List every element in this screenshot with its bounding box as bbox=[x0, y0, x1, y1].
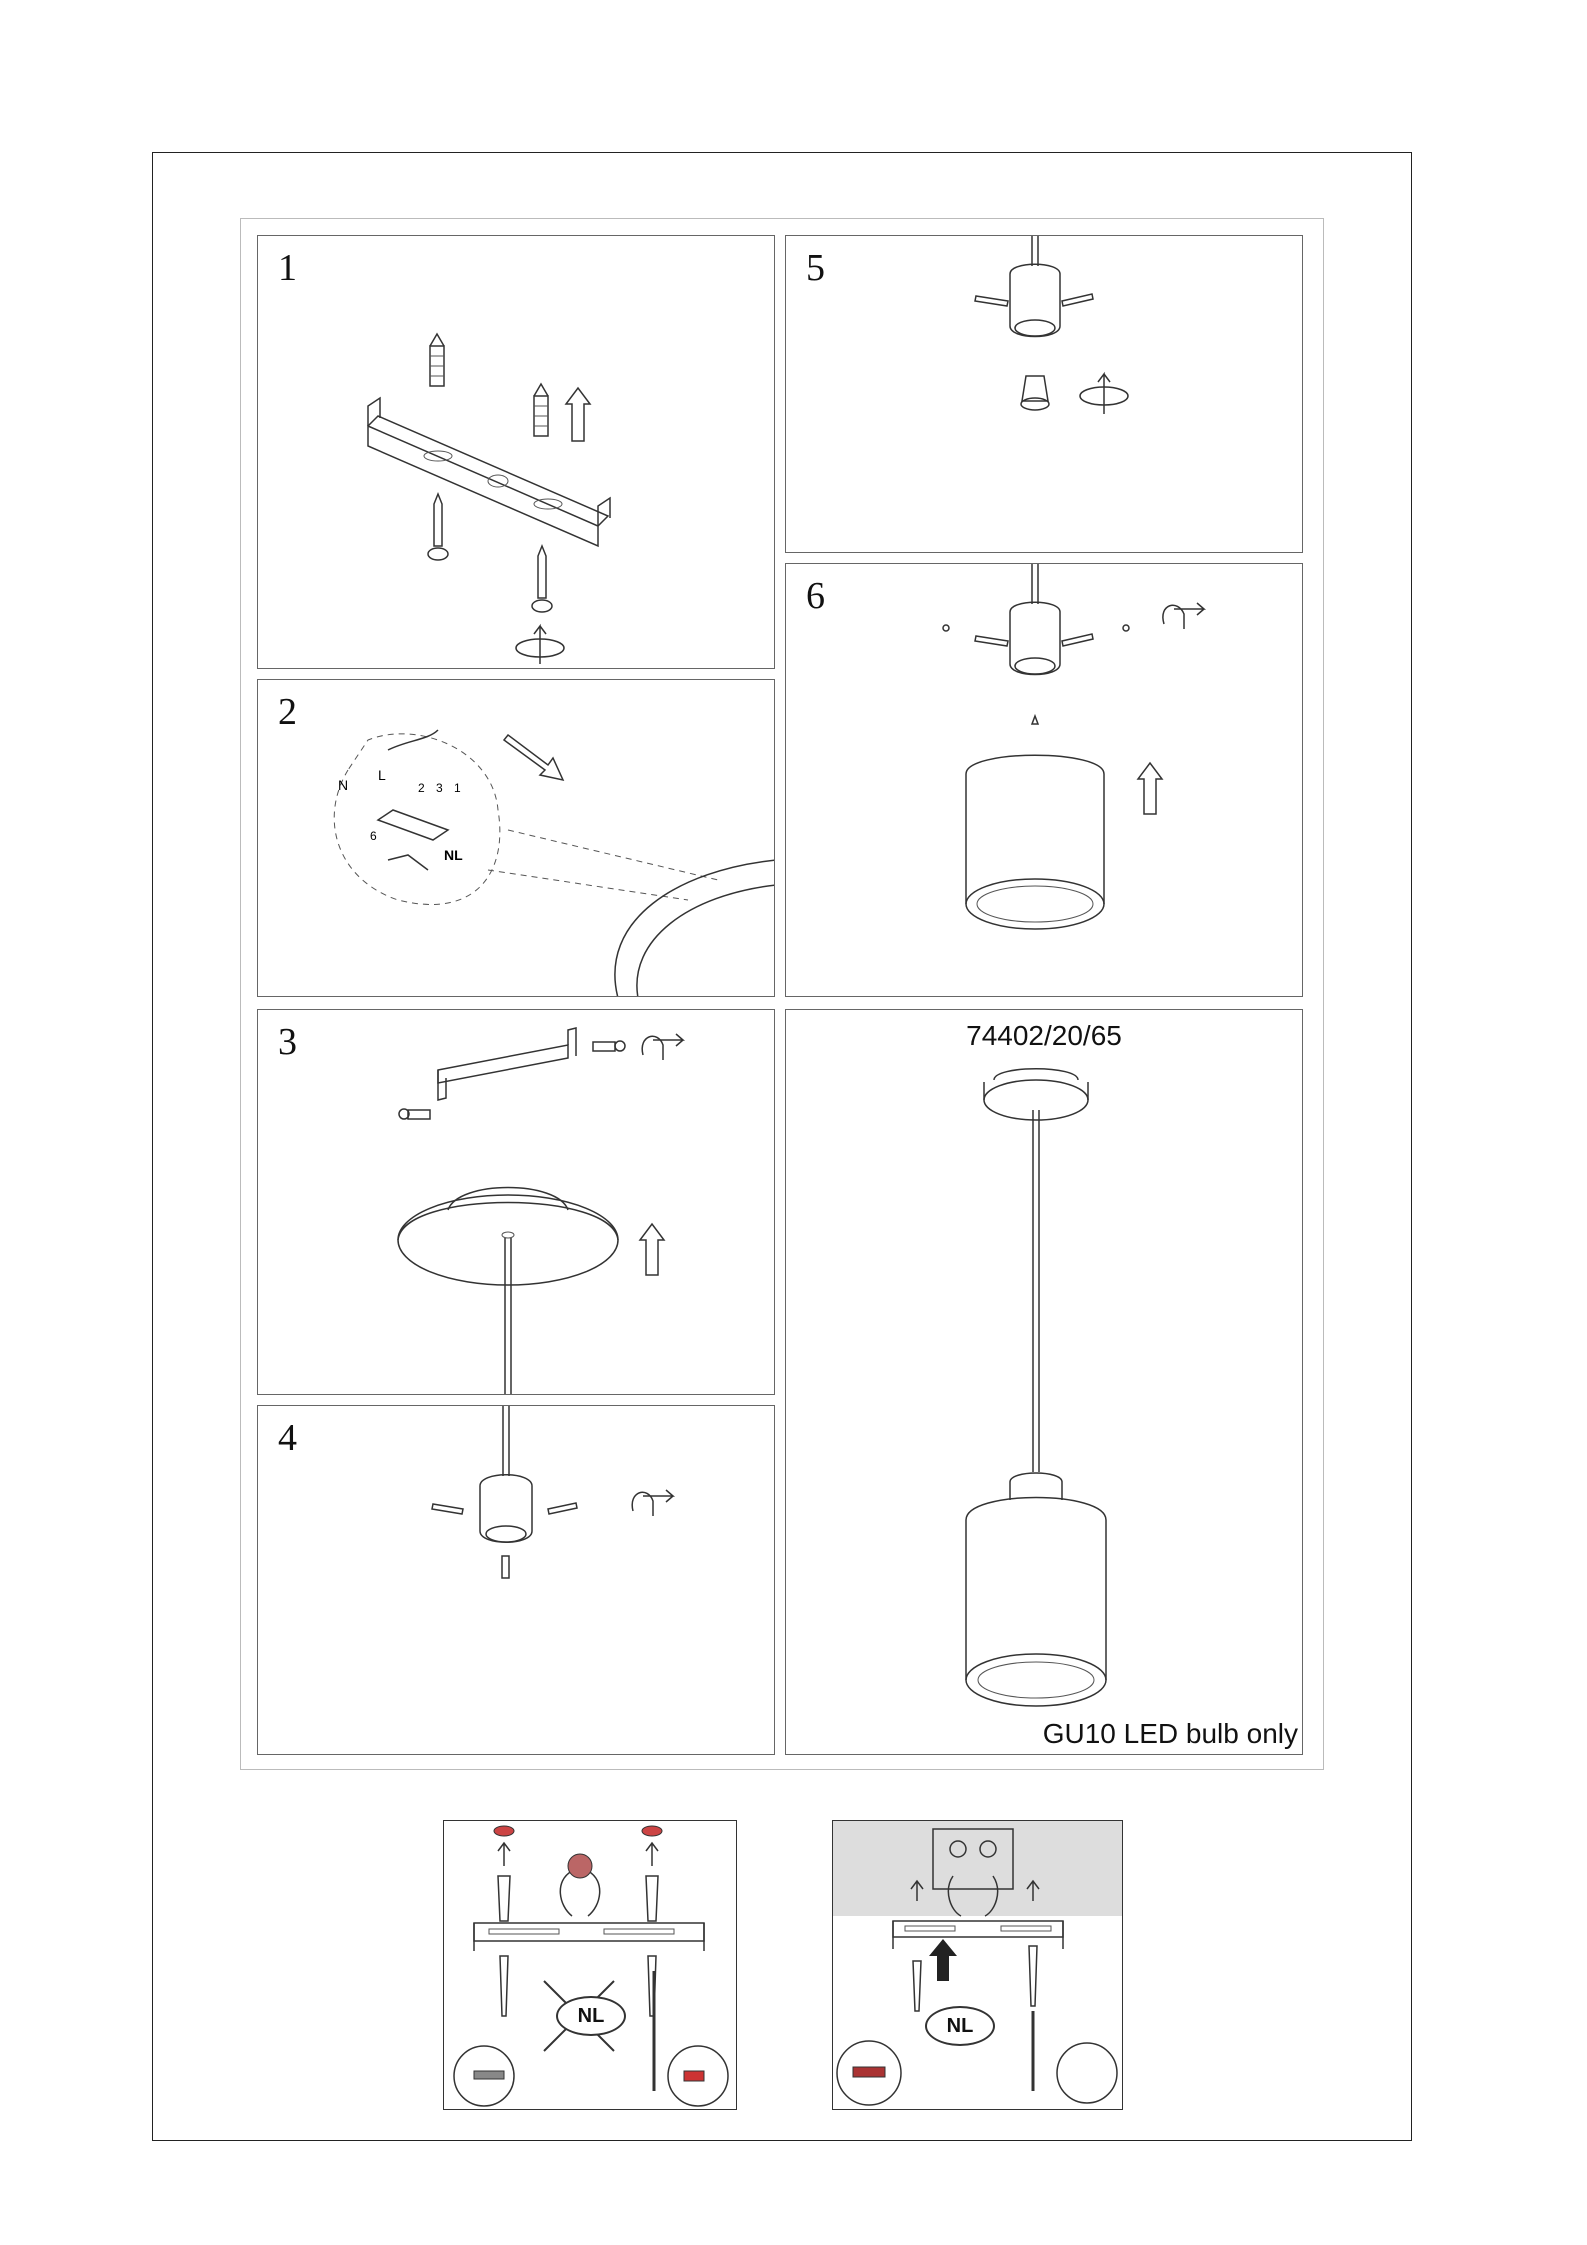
wiring-mark: 3 bbox=[436, 781, 443, 795]
rotate-arrow-icon bbox=[642, 1034, 683, 1060]
step-number: 1 bbox=[278, 247, 297, 289]
bracket-screws-illustration bbox=[444, 1821, 737, 2110]
wall-plug-icon bbox=[430, 334, 444, 386]
screw-icon bbox=[399, 1109, 430, 1119]
bracket-mounting-illustration bbox=[258, 236, 775, 669]
lamp-holder-illustration bbox=[258, 1406, 775, 1755]
step-5-panel bbox=[785, 235, 1303, 553]
up-arrow-icon bbox=[1138, 763, 1162, 814]
up-arrow-icon bbox=[640, 1224, 664, 1275]
step-number: 3 bbox=[278, 1021, 297, 1063]
step-number: 5 bbox=[806, 247, 825, 289]
bulb-insertion-illustration bbox=[786, 236, 1303, 553]
rotate-arrow-icon bbox=[1080, 374, 1128, 414]
nl-badge: NL bbox=[556, 1996, 626, 2036]
wire-l-label: L bbox=[378, 767, 386, 783]
wiring-connection-illustration bbox=[258, 680, 775, 997]
up-arrow-icon bbox=[566, 388, 590, 441]
bulb-requirement-note: GU10 LED bulb only bbox=[1042, 1718, 1298, 1749]
step-number: 2 bbox=[278, 691, 297, 733]
step-number: 6 bbox=[806, 575, 825, 617]
product-overview-panel bbox=[785, 1009, 1303, 1755]
wall-plug-icon bbox=[534, 384, 548, 436]
gu10-bulb-icon bbox=[1021, 376, 1049, 410]
canopy-fixing-illustration bbox=[258, 1010, 775, 1395]
step-6-panel bbox=[785, 563, 1303, 997]
wiring-mark: 6 bbox=[370, 829, 377, 843]
wiring-mark: 1 bbox=[454, 781, 461, 795]
rotate-arrow-icon bbox=[516, 626, 564, 664]
rotate-arrow-icon bbox=[632, 1490, 673, 1516]
ceiling-mount-diagram-right bbox=[832, 1820, 1123, 2110]
model-number: 74402/20/65 bbox=[966, 1020, 1122, 1051]
assembled-pendant-illustration bbox=[786, 1010, 1303, 1755]
wire-n-label: N bbox=[338, 777, 349, 793]
step-3-panel bbox=[257, 1009, 775, 1395]
instruction-area bbox=[240, 218, 1324, 1770]
wiring-mark: 2 bbox=[418, 781, 425, 795]
nl-badge: NL bbox=[925, 2006, 995, 2046]
screwdriver-icon bbox=[454, 1971, 728, 2106]
diagonal-arrow-icon bbox=[504, 735, 563, 780]
screw-icon bbox=[532, 546, 552, 612]
step-4-panel bbox=[257, 1405, 775, 1755]
wall-plug-icon bbox=[498, 1876, 658, 1921]
step-1-panel bbox=[257, 235, 775, 669]
screw-icon bbox=[428, 494, 448, 560]
shade-fitting-illustration bbox=[786, 564, 1303, 997]
wiring-nl-label: NL bbox=[444, 847, 463, 863]
rotate-arrow-icon bbox=[1163, 603, 1204, 629]
screw-icon bbox=[593, 1041, 625, 1051]
junction-box-illustration bbox=[833, 1821, 1123, 2110]
ceiling-mount-diagram-left bbox=[443, 1820, 737, 2110]
step-2-panel bbox=[257, 679, 775, 997]
step-number: 4 bbox=[278, 1417, 297, 1459]
